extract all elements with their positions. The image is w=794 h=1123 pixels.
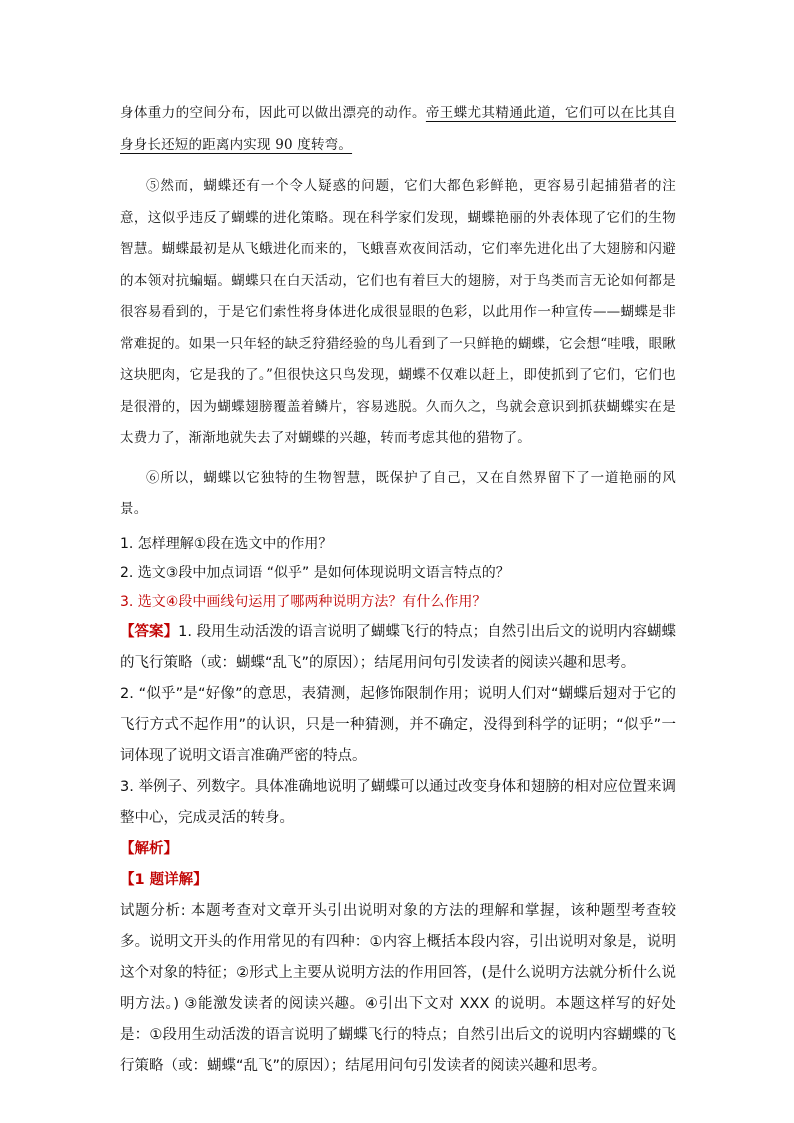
question-3: 3. 选文④段中画线句运用了哪两种说明方法？有什么作用？: [120, 593, 487, 610]
document-content: [120, 98, 676, 1082]
question-1: 1. 怎样理解①段在选文中的作用？: [120, 535, 333, 552]
passage-paragraph-5: ⑤然而，蝴蝶还有一个令人疑惑的问题，它们大都色彩鲜艳，更容易引起捕猎者的注意，这似乎违反了蝴蝶的进化策略。现在科学家们发现，蝴蝶艳丽的外表体现了它们的生物智慧。蝴蝶最初是从飞蛾进化而来的，飞蛾喜欢夜间活动，它们率先进化出了大翅膀和闪避的本领对抗蝙蝠。蝴蝶只在白天活动，它们也有着巨大的翅膀，对于鸟类而言无论如何都是很容易看到的，于是它们索性将身体进化成很显眼的色彩，以此用作一种宣传——蝴蝶是非常难捉的。如果一只年轻的缺乏狩猎经验的鸟儿看到了一只鲜艳的蝴蝶，它会想“哇哦，眼瞅这块肥肉，它是我的了。”但很快这只鸟发现，蝴蝶不仅难以赶上，即使抓到了它们，它们也是很滑的，因为蝴蝶翅膀覆盖着鳞片，容易逃脱。久而久之，鸟就会意识到抓获蝴蝶实在是太费力了，渐渐地就失去了对蝴蝶的兴趣，转而考虑其他的猎物了。: [120, 178, 676, 446]
analysis-section: [120, 834, 676, 1082]
answer-2: 2. “似乎”是“好像”的意思，表猜测，起修饰限制作用；说明人们对“蝴蝶后翅对于它的飞行方式不起作用”的认识，只是一种猜测，并不确定，没得到科学的证明；“似乎”一词体现了说明文语言准确严密的特点。: [120, 685, 676, 764]
analysis-sub-label: 【1 题详解】: [120, 871, 208, 888]
answer-3: 3. 举例子、列数字。具体准确地说明了蝴蝶可以通过改变身体和翅膀的相对应位置来调整中心，完成灵活的转身。: [120, 778, 676, 826]
answer-label: 【答案】: [120, 623, 179, 640]
passage-paragraph-4-continued: [120, 98, 676, 161]
analysis-text: 试题分析: 本题考查对文章开头引出说明对象的方法的理解和掌握，该种题型考查较多。说明文开头的作用常见的有四种：①内容上概括本段内容，引出说明对象是，说明这个对象的特征；②形式上主要从说明方法的作用回答，(是什么说明方法就分析什么说明方法。) ③能激发读者的阅读兴趣。④引出下文对 XXX 的说明。本题这样写的好处是：①段用生动活泼的语言说明了蝴蝶飞行的特点；自然引出后文的说明内容蝴蝶的飞行策略（或：蝴蝶“乱飞”的原因）；结尾用问句引发读者的阅读兴趣和思考。: [120, 902, 676, 1074]
analysis-label: 【解析】: [120, 840, 178, 857]
question-list: [120, 530, 676, 617]
answer-1: [120, 617, 676, 679]
passage-paragraph-6: ⑥所以，蝴蝶以它独特的生物智慧，既保护了自己，又在自然界留下了一道艳丽的风景。: [120, 469, 676, 517]
answer-1-text: 1. 段用生动活泼的语言说明了蝴蝶飞行的特点；自然引出后文的说明内容蝴蝶的飞行策略（或：蝴蝶“乱飞”的原因）；结尾用问句引发读者的阅读兴趣和思考。: [120, 623, 676, 671]
underlined-sentence: 帝王蝶尤其精通此道，它们可以在比其自身身长还短的距离内实现 90 度转弯。: [120, 105, 676, 153]
answer-section: [120, 617, 676, 834]
question-2: 2. 选文③段中加点词语 “似乎” 是如何体现说明文语言特点的？: [120, 564, 510, 581]
passage-text: 身体重力的空间分布，因此可以做出漂亮的动作。: [120, 105, 426, 121]
